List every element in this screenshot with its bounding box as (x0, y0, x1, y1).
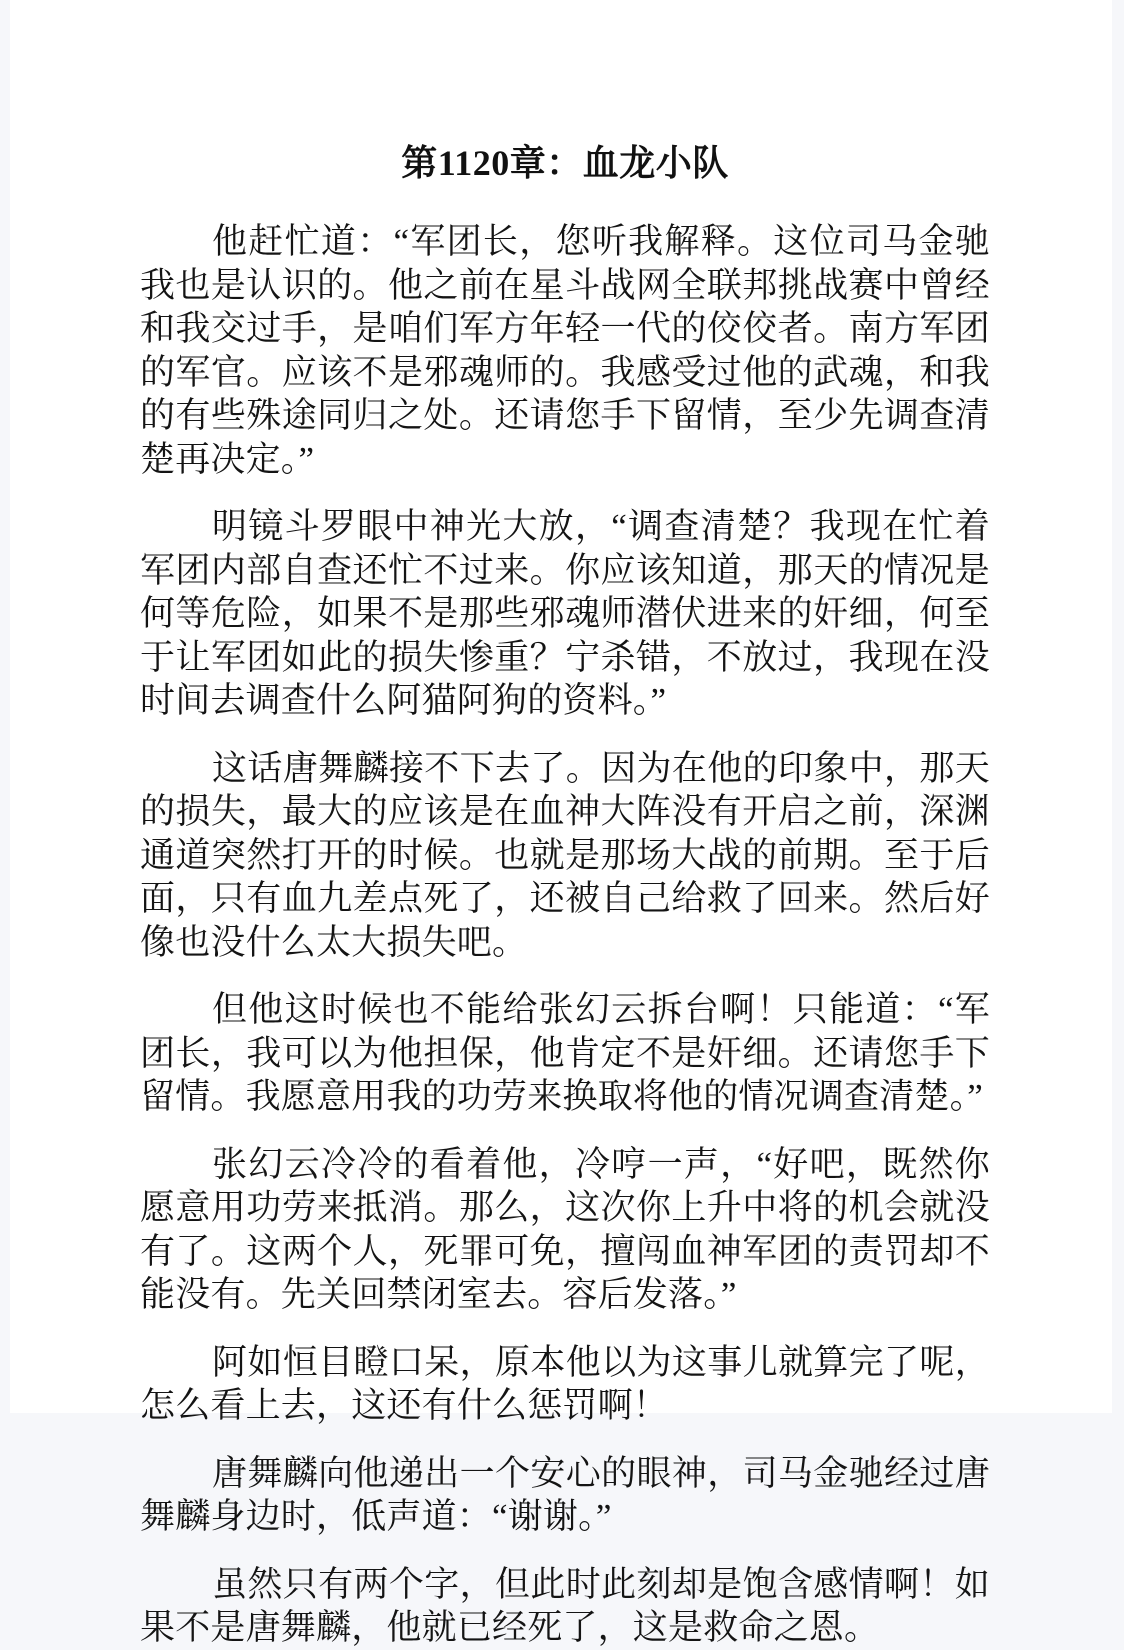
body-paragraph: 唐舞麟向他递出一个安心的眼神，司马金驰经过唐舞麟身边时，低声道：“谢谢。” (140, 1453, 990, 1536)
body-paragraph: 明镜斗罗眼中神光大放，“调查清楚？我现在忙着军团内部自查还忙不过来。你应该知道，那天的情况是何等危险，如果不是那些邪魂师潜伏进来的奸细，何至于让军团如此的损失惨重？宁杀错，不放过，我现在没时间去调查什么阿猫阿狗的资料。” (140, 507, 990, 720)
body-paragraph: 阿如恒目瞪口呆，原本他以为这事儿就算完了呢，怎么看上去，这还有什么惩罚啊！ (140, 1342, 990, 1425)
body-paragraph: 他赶忙道：“军团长，您听我解释。这位司马金驰我也是认识的。他之前在星斗战网全联邦挑战赛中曾经和我交过手，是咱们军方年轻一代的佼佼者。南方军团的军官。应该不是邪魂师的。我感受过他的武魂，和我的有些殊途同归之处。还请您手下留情，至少先调查清楚再决定。” (140, 222, 990, 479)
page-body (140, 140, 990, 1650)
page-sheet (10, 0, 1112, 1647)
body-paragraph: 这话唐舞麟接不下去了。因为在他的印象中，那天的损失，最大的应该是在血神大阵没有开启之前，深渊通道突然打开的时候。也就是那场大战的前期。至于后面，只有血九差点死了，还被自己给救了回来。然后好像也没什么太大损失吧。 (140, 748, 990, 962)
body-paragraph: 张幻云冷冷的看着他，冷哼一声，“好吧，既然你愿意用功劳来抵消。那么，这次你上升中将的机会就没有了。这两个人，死罪可免，擅闯血神军团的责罚却不能没有。先关回禁闭室去。容后发落。” (140, 1144, 990, 1314)
body-paragraph: 但他这时候也不能给张幻云拆台啊！只能道：“军团长，我可以为他担保，他肯定不是奸细。还请您手下留情。我愿意用我的功劳来换取将他的情况调查清楚。” (140, 990, 990, 1116)
page-title: 第1120章：血龙小队 (401, 143, 729, 183)
body-paragraph: 虽然只有两个字，但此时此刻却是饱含感情啊！如果不是唐舞麟，他就已经死了，这是救命之恩。 (140, 1564, 990, 1647)
